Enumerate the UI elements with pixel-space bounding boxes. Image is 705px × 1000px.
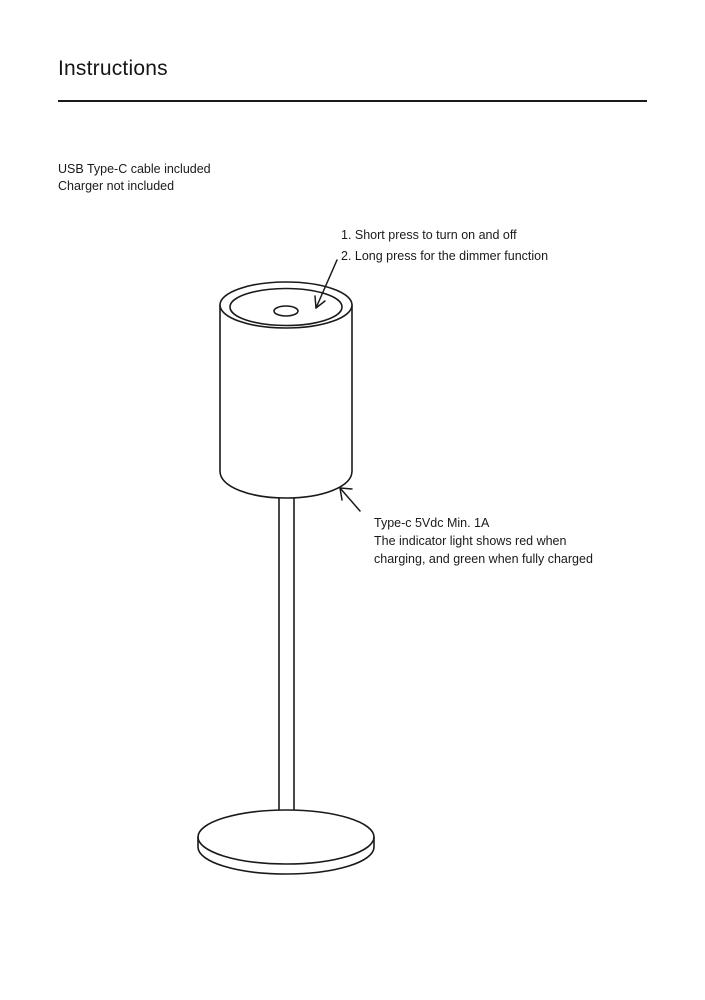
port-instruction-2: The indicator light shows red when xyxy=(374,534,567,548)
package-contents-note xyxy=(58,161,211,195)
page-title: Instructions xyxy=(58,57,168,80)
title-divider xyxy=(58,100,647,102)
note-line-2: Charger not included xyxy=(58,179,175,193)
port-instruction-3: charging, and green when fully charged xyxy=(374,552,593,566)
note-line-1: USB Type-C cable included xyxy=(58,162,211,176)
top-button-arrow-line xyxy=(316,260,337,308)
callout-arrows xyxy=(290,255,410,575)
press-instruction-1: 1. Short press to turn on and off xyxy=(341,228,517,242)
port-instruction-1: Type-c 5Vdc Min. 1A xyxy=(374,516,490,530)
press-instruction-2: 2. Long press for the dimmer function xyxy=(341,249,549,263)
port-arrow-line xyxy=(340,488,360,511)
